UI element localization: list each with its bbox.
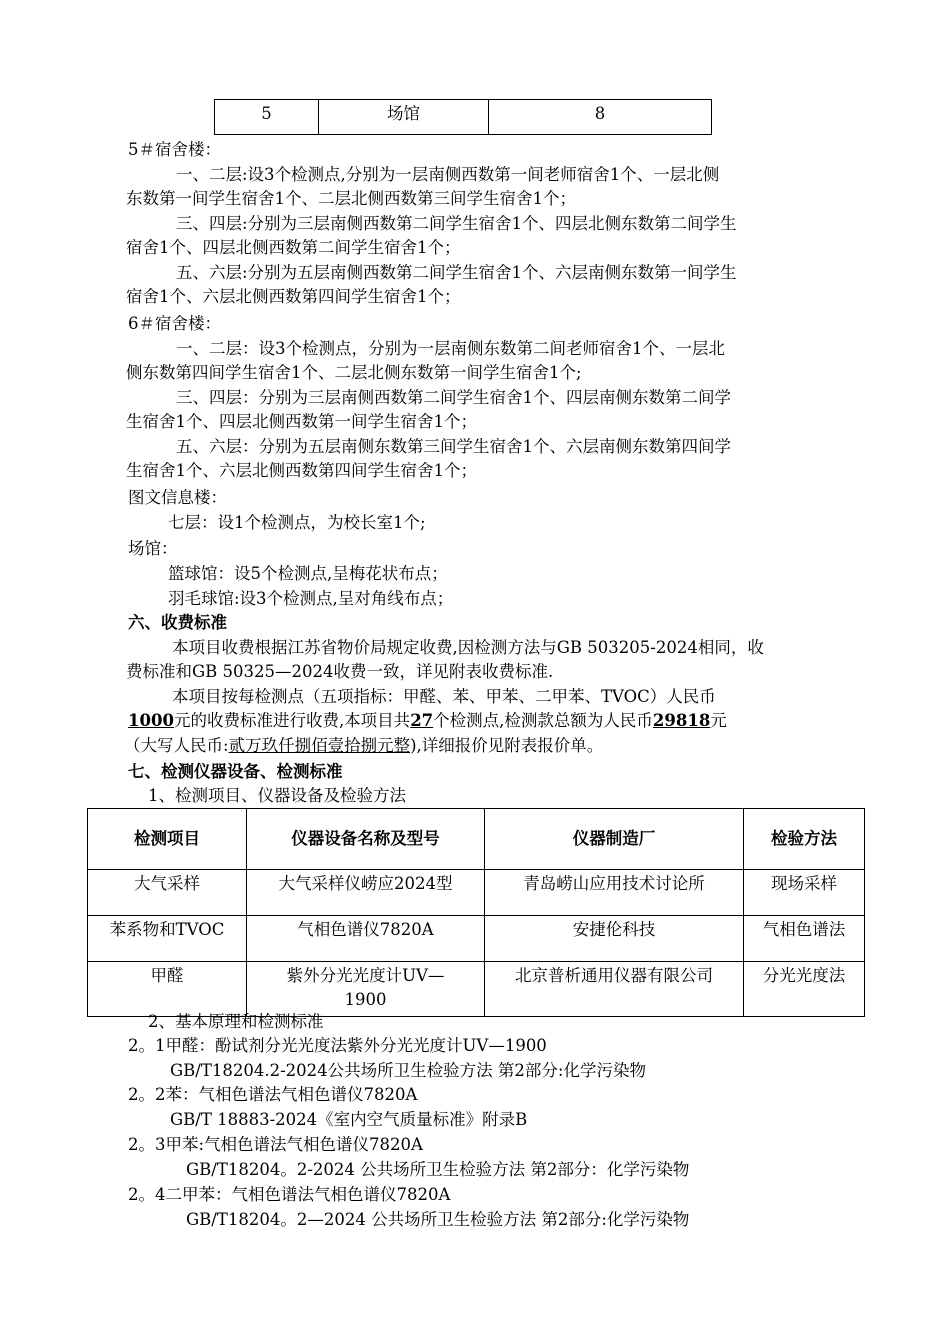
library-title: 图文信息楼： [128,488,227,507]
dorm6-title: 6＃宿舍楼： [128,314,221,333]
total-amount-uppercase: 贰万玖仟捌佰壹拾捌元整 [228,736,411,755]
dorm6-floors-1-2-line2: 侧东数第四间学生宿舍1个、二层北侧东数第一间学生宿舍1个; [126,363,582,382]
standard-toluene-ref: GB/T18204。2-2024 公共场所卫生检验方法 第2部分：化学污染物 [186,1160,690,1179]
column-header: 仪器设备名称及型号 [247,809,485,870]
standard-xylene: 2。4二甲苯：气相色谱法气相色谱仪7820A [128,1185,451,1204]
fees-heading: 六、收费标准 [128,613,227,632]
table-row [215,100,712,135]
dorm6-floors-5-6-line1: 五、六层：分别为五层南侧东数第三间学生宿舍1个、六层南侧东数第四间学 [176,437,731,456]
table-row [88,916,865,962]
standards-subheading: 2、基本原理和检测标准 [148,1012,324,1031]
fees-para2-line1: 本项目按每检测点（五项指标：甲醛、苯、甲苯、二甲苯、TVOC）人民币 [172,687,716,706]
dorm5-floors-3-4-line1: 三、四层:分别为三层南侧西数第二间学生宿舍1个、四层北侧东数第二间学生 [176,214,737,233]
table-cell: 甲醛 [88,962,247,1017]
standard-toluene: 2。3甲苯:气相色谱法气相色谱仪7820A [128,1135,423,1154]
venue-badminton: 羽毛球馆:设3个检测点,呈对角线布点； [168,589,454,608]
dorm6-floors-1-2-line1: 一、二层：设3个检测点，分别为一层南侧东数第二间老师宿舍1个、一层北 [176,339,725,358]
fees-para2-line2 [128,709,727,734]
table-cell: 大气采样仪崂应2024型 [247,870,485,916]
table-cell: 气相色谱仪7820A [247,916,485,962]
table-row [88,962,865,1017]
table-cell: 青岛崂山应用技术讨论所 [485,870,744,916]
dorm6-floors-3-4-line2: 生宿舍1个、四层北侧西数第一间学生宿舍1个； [126,412,477,431]
table-cell: 安捷伦科技 [485,916,744,962]
fees-text: 元 [710,711,727,730]
table-cell: 大气采样 [88,870,247,916]
fees-text: 个检测点,检测款总额为人民币 [433,711,653,730]
instruments-subheading: 1、检测项目、仪器设备及检验方法 [148,786,406,805]
instruments-table [87,808,865,1017]
column-header: 检测项目 [88,809,247,870]
total-amount: 29818 [652,711,711,730]
venue-title: 场馆： [128,539,178,558]
table-cell: 北京普析通用仪器有限公司 [485,962,744,1017]
standard-benzene: 2。2苯：气相色谱法气相色谱仪7820A [128,1085,418,1104]
dorm5-floors-1-2-line1: 一、二层:设3个检测点,分别为一层南侧西数第一间老师宿舍1个、一层北侧 [176,165,720,184]
table-cell: 气相色谱法 [744,916,865,962]
venue-basketball: 篮球馆：设5个检测点,呈梅花状布点； [168,564,448,583]
fee-per-point: 1000 [128,711,174,730]
dorm5-floors-5-6-line2: 宿舍1个、六层北侧西数第四间学生宿舍1个； [126,287,461,306]
instruments-heading: 七、检测仪器设备、检测标准 [128,762,343,781]
column-header: 检验方法 [744,809,865,870]
dorm5-title: 5＃宿舍楼： [128,140,221,159]
point-count: 27 [410,711,434,730]
table-cell: 紫外分光光度计UV—1900 [247,962,485,1017]
library-floor-7: 七层：设1个检测点，为校长室1个; [168,513,426,532]
fees-text: （大写人民币: [124,736,229,755]
dorm6-floors-3-4-line1: 三、四层：分别为三层南侧西数第二间学生宿舍1个、四层南侧东数第二间学 [176,388,731,407]
table-header-row [88,809,865,870]
table-row [88,870,865,916]
dorm5-floors-5-6-line1: 五、六层:分别为五层南侧西数第二间学生宿舍1个、六层南侧东数第一间学生 [176,263,737,282]
standard-xylene-ref: GB/T18204。2—2024 公共场所卫生检验方法 第2部分:化学污染物 [186,1210,690,1229]
table-cell: 8 [489,100,712,135]
table-cell: 5 [215,100,319,135]
standard-formaldehyde-ref: GB/T18204.2-2024公共场所卫生检验方法 第2部分:化学污染物 [170,1061,646,1080]
fees-text: ),详细报价见附表报价单。 [410,736,604,755]
table-cell: 苯系物和TVOC [88,916,247,962]
table-cell: 分光光度法 [744,962,865,1017]
table-cell: 现场采样 [744,870,865,916]
fees-text: 元的收费标准进行收费,本项目共 [173,711,411,730]
dorm5-floors-3-4-line2: 宿舍1个、四层北侧西数第二间学生宿舍1个； [126,238,461,257]
column-header: 仪器制造厂 [485,809,744,870]
table-cell: 场馆 [319,100,489,135]
standard-formaldehyde: 2。1甲醛：酚试剂分光光度法紫外分光光度计UV—1900 [128,1036,547,1055]
dorm5-floors-1-2-line2: 东数第一间学生宿舍1个、二层北侧西数第三间学生宿舍1个； [126,189,576,208]
fees-para1-line2: 费标准和GB 50325—2024收费一致，详见附表收费标准. [126,662,554,681]
top-table-fragment [214,99,712,135]
standard-benzene-ref: GB/T 18883-2024《室内空气质量标准》附录B [170,1110,528,1129]
dorm6-floors-5-6-line2: 生宿舍1个、六层北侧西数第四间学生宿舍1个； [126,461,477,480]
fees-para1-line1: 本项目收费根据江苏省物价局规定收费,因检测方法与GB 503205-2024相同，收 [172,638,764,657]
fees-para2-line3 [124,734,603,759]
